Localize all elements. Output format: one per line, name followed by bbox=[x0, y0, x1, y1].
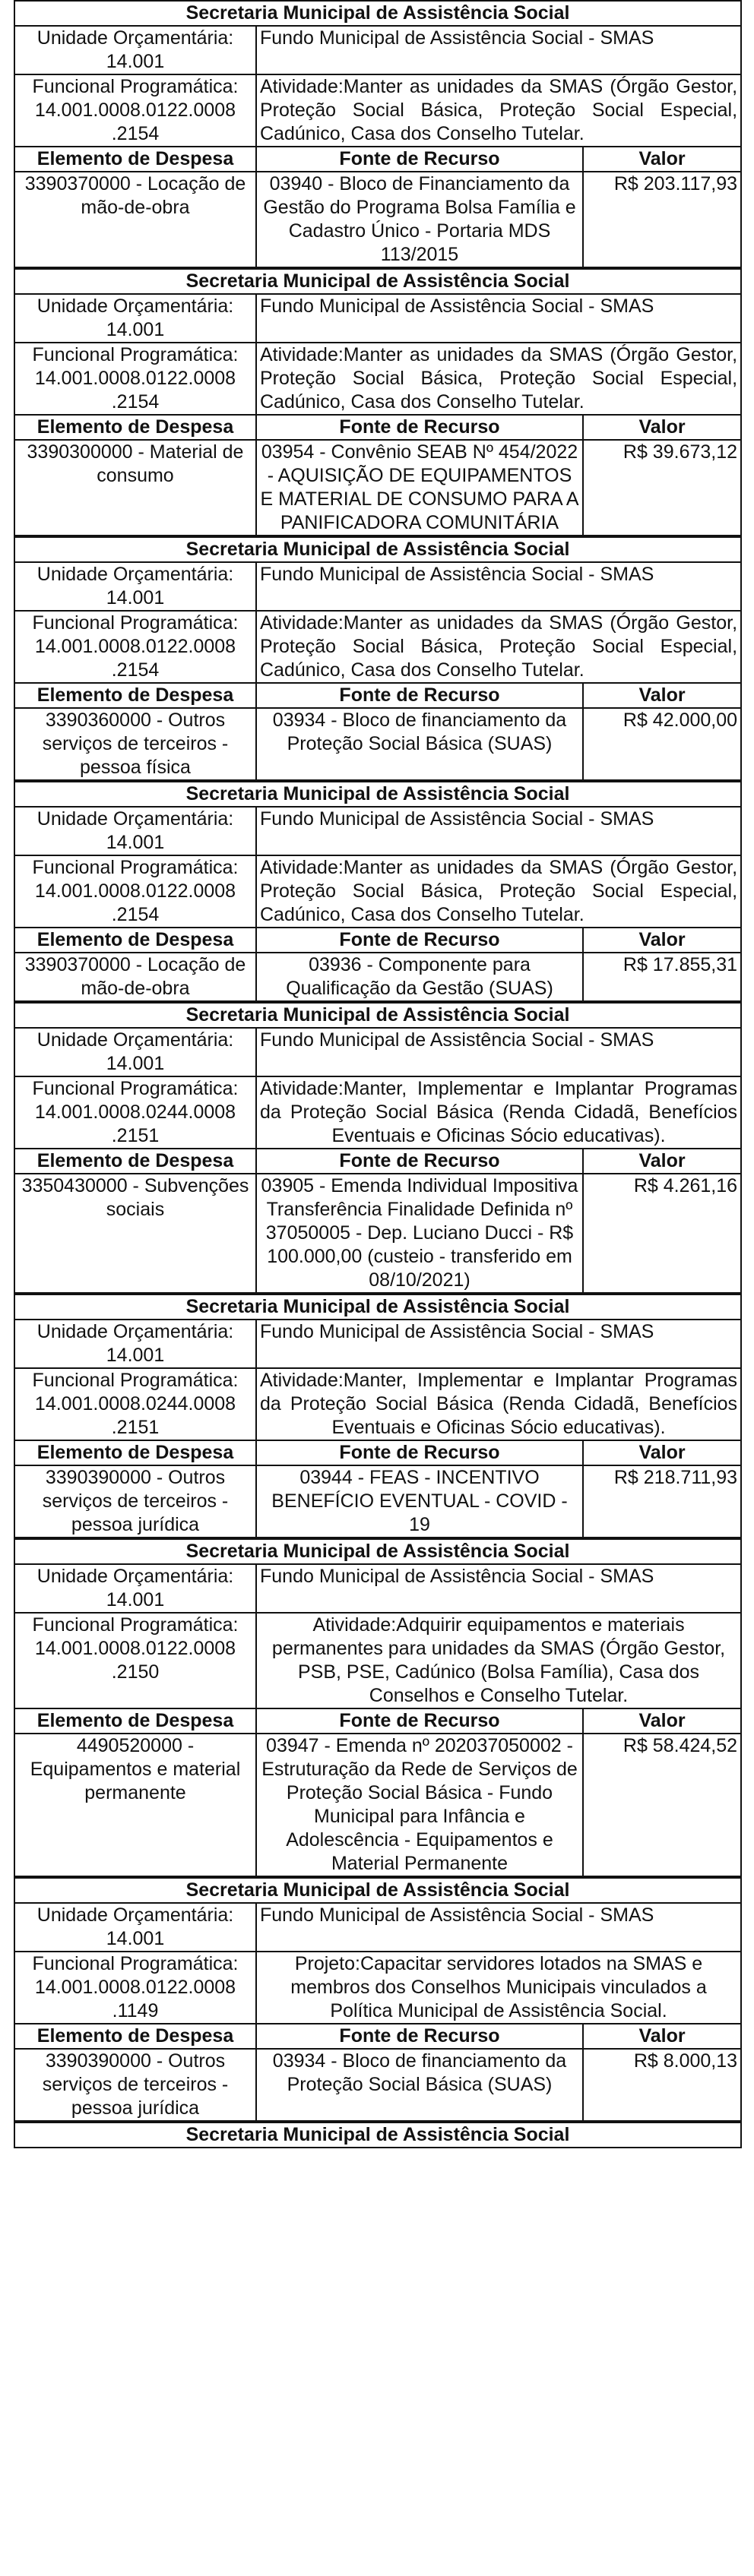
elemento-value: 3390360000 - Outros serviços de terceiros - pessoa física bbox=[14, 708, 256, 780]
header-elemento: Elemento de Despesa bbox=[14, 147, 256, 172]
funcional-label: Funcional Programática: 14.001.0008.0122.0008 .2154 bbox=[14, 855, 256, 928]
unidade-value: Fundo Municipal de Assistência Social - SMAS bbox=[256, 294, 741, 343]
header-fonte: Fonte de Recurso bbox=[256, 1708, 583, 1734]
funcional-value: Atividade:Manter as unidades da SMAS (Órgão Gestor, Proteção Social Básica, Proteção Social Especial, Cadúnico, Casa dos Conselho Tutelar. bbox=[256, 611, 741, 683]
unidade-label: Unidade Orçamentária: 14.001 bbox=[14, 294, 256, 343]
unidade-label: Unidade Orçamentária: 14.001 bbox=[14, 1903, 256, 1952]
unidade-value: Fundo Municipal de Assistência Social - SMAS bbox=[256, 1320, 741, 1368]
elemento-value: 3390370000 - Locação de mão-de-obra bbox=[14, 953, 256, 1001]
valor-value: R$ 42.000,00 bbox=[583, 708, 741, 780]
budget-block-trailing bbox=[14, 2122, 742, 2148]
fonte-value: 03934 - Bloco de financiamento da Proteção Social Básica (SUAS) bbox=[256, 708, 583, 780]
budget-block bbox=[14, 1002, 742, 1294]
header-valor: Valor bbox=[583, 415, 741, 440]
funcional-label: Funcional Programática: 14.001.0008.0122.0008 .2154 bbox=[14, 343, 256, 415]
secretaria-title: Secretaria Municipal de Assistência Social bbox=[14, 269, 741, 294]
header-elemento: Elemento de Despesa bbox=[14, 1149, 256, 1174]
funcional-value: Atividade:Manter as unidades da SMAS (Órgão Gestor, Proteção Social Básica, Proteção Social Especial, Cadúnico, Casa dos Conselho Tutelar. bbox=[256, 343, 741, 415]
header-valor: Valor bbox=[583, 1149, 741, 1174]
unidade-value: Fundo Municipal de Assistência Social - SMAS bbox=[256, 807, 741, 855]
header-valor: Valor bbox=[583, 928, 741, 953]
budget-block bbox=[14, 0, 742, 268]
secretaria-title: Secretaria Municipal de Assistência Social bbox=[14, 537, 741, 562]
funcional-label: Funcional Programática: 14.001.0008.0122.0008 .2150 bbox=[14, 1613, 256, 1708]
valor-value: R$ 8.000,13 bbox=[583, 2049, 741, 2121]
funcional-label: Funcional Programática: 14.001.0008.0244.0008 .2151 bbox=[14, 1368, 256, 1440]
elemento-value: 3390370000 - Locação de mão-de-obra bbox=[14, 172, 256, 267]
elemento-value: 4490520000 - Equipamentos e material permanente bbox=[14, 1734, 256, 1876]
funcional-value: Atividade:Manter as unidades da SMAS (Órgão Gestor, Proteção Social Básica, Proteção Social Especial, Cadúnico, Casa dos Conselho Tutelar. bbox=[256, 74, 741, 147]
header-valor: Valor bbox=[583, 683, 741, 708]
fonte-value: 03944 - FEAS - INCENTIVO BENEFÍCIO EVENTUAL - COVID - 19 bbox=[256, 1465, 583, 1538]
elemento-value: 3390390000 - Outros serviços de terceiros - pessoa jurídica bbox=[14, 1465, 256, 1538]
unidade-value: Fundo Municipal de Assistência Social - SMAS bbox=[256, 1564, 741, 1613]
funcional-value: Atividade:Manter, Implementar e Implantar Programas da Proteção Social Básica (Renda Cidadã, Benefícios Eventuais e Oficinas Sócio educativas). bbox=[256, 1368, 741, 1440]
document bbox=[14, 0, 740, 2148]
funcional-value: Atividade:Manter, Implementar e Implantar Programas da Proteção Social Básica (Renda Cidadã, Benefícios Eventuais e Oficinas Sócio educativas). bbox=[256, 1076, 741, 1149]
header-elemento: Elemento de Despesa bbox=[14, 928, 256, 953]
fonte-value: 03947 - Emenda nº 202037050002 - Estruturação da Rede de Serviços de Proteção Social Básica - Fundo Municipal para Infância e Adolescência - Equipamentos e Material Permanente bbox=[256, 1734, 583, 1876]
header-valor: Valor bbox=[583, 2024, 741, 2049]
fonte-value: 03934 - Bloco de financiamento da Proteção Social Básica (SUAS) bbox=[256, 2049, 583, 2121]
header-valor: Valor bbox=[583, 1440, 741, 1465]
budget-block bbox=[14, 536, 742, 781]
fonte-value: 03936 - Componente para Qualificação da Gestão (SUAS) bbox=[256, 953, 583, 1001]
funcional-label: Funcional Programática: 14.001.0008.0244.0008 .2151 bbox=[14, 1076, 256, 1149]
secretaria-title: Secretaria Municipal de Assistência Social bbox=[14, 1294, 741, 1320]
header-elemento: Elemento de Despesa bbox=[14, 2024, 256, 2049]
funcional-value: Projeto:Capacitar servidores lotados na SMAS e membros dos Conselhos Municipais vinculados a Política Municipal de Assistência Social. bbox=[256, 1952, 741, 2024]
header-fonte: Fonte de Recurso bbox=[256, 1149, 583, 1174]
unidade-label: Unidade Orçamentária: 14.001 bbox=[14, 26, 256, 74]
unidade-value: Fundo Municipal de Assistência Social - SMAS bbox=[256, 1903, 741, 1952]
unidade-value: Fundo Municipal de Assistência Social - SMAS bbox=[256, 1028, 741, 1076]
funcional-value: Atividade:Manter as unidades da SMAS (Órgão Gestor, Proteção Social Básica, Proteção Social Especial, Cadúnico, Casa dos Conselho Tutelar. bbox=[256, 855, 741, 928]
header-elemento: Elemento de Despesa bbox=[14, 415, 256, 440]
header-fonte: Fonte de Recurso bbox=[256, 1440, 583, 1465]
budget-block bbox=[14, 1877, 742, 2122]
valor-value: R$ 39.673,12 bbox=[583, 440, 741, 536]
header-valor: Valor bbox=[583, 1708, 741, 1734]
fonte-value: 03940 - Bloco de Financiamento da Gestão do Programa Bolsa Família e Cadastro Único - Portaria MDS 113/2015 bbox=[256, 172, 583, 267]
secretaria-title: Secretaria Municipal de Assistência Social bbox=[14, 1003, 741, 1028]
header-fonte: Fonte de Recurso bbox=[256, 147, 583, 172]
header-valor: Valor bbox=[583, 147, 741, 172]
fonte-value: 03905 - Emenda Individual Impositiva Transferência Finalidade Definida nº 37050005 - Dep. Luciano Ducci - R$ 100.000,00 (custeio - transferido em 08/10/2021) bbox=[256, 1174, 583, 1293]
secretaria-title: Secretaria Municipal de Assistência Social bbox=[14, 782, 741, 807]
header-fonte: Fonte de Recurso bbox=[256, 2024, 583, 2049]
header-fonte: Fonte de Recurso bbox=[256, 415, 583, 440]
valor-value: R$ 218.711,93 bbox=[583, 1465, 741, 1538]
secretaria-title: Secretaria Municipal de Assistência Social bbox=[14, 1539, 741, 1564]
unidade-label: Unidade Orçamentária: 14.001 bbox=[14, 1320, 256, 1368]
header-elemento: Elemento de Despesa bbox=[14, 1440, 256, 1465]
unidade-label: Unidade Orçamentária: 14.001 bbox=[14, 1028, 256, 1076]
elemento-value: 3390300000 - Material de consumo bbox=[14, 440, 256, 536]
funcional-label: Funcional Programática: 14.001.0008.0122.0008 .2154 bbox=[14, 74, 256, 147]
fonte-value: 03954 - Convênio SEAB Nº 454/2022 - AQUISIÇÃO DE EQUIPAMENTOS E MATERIAL DE CONSUMO PARA A PANIFICADORA COMUNITÁRIA bbox=[256, 440, 583, 536]
valor-value: R$ 203.117,93 bbox=[583, 172, 741, 267]
secretaria-title: Secretaria Municipal de Assistência Social bbox=[14, 1878, 741, 1903]
unidade-label: Unidade Orçamentária: 14.001 bbox=[14, 562, 256, 611]
funcional-value: Atividade:Adquirir equipamentos e materiais permanentes para unidades da SMAS (Órgão Gestor, PSB, PSE, Cadúnico (Bolsa Família), Casa dos Conselhos e Conselho Tutelar. bbox=[256, 1613, 741, 1708]
header-fonte: Fonte de Recurso bbox=[256, 683, 583, 708]
elemento-value: 3350430000 - Subvenções sociais bbox=[14, 1174, 256, 1293]
secretaria-title: Secretaria Municipal de Assistência Social bbox=[14, 2122, 741, 2148]
elemento-value: 3390390000 - Outros serviços de terceiros - pessoa jurídica bbox=[14, 2049, 256, 2121]
budget-block bbox=[14, 1294, 742, 1538]
valor-value: R$ 58.424,52 bbox=[583, 1734, 741, 1876]
budget-block bbox=[14, 781, 742, 1002]
header-fonte: Fonte de Recurso bbox=[256, 928, 583, 953]
header-elemento: Elemento de Despesa bbox=[14, 1708, 256, 1734]
valor-value: R$ 17.855,31 bbox=[583, 953, 741, 1001]
unidade-label: Unidade Orçamentária: 14.001 bbox=[14, 1564, 256, 1613]
budget-block bbox=[14, 1538, 742, 1877]
unidade-value: Fundo Municipal de Assistência Social - SMAS bbox=[256, 26, 741, 74]
secretaria-title: Secretaria Municipal de Assistência Social bbox=[14, 1, 741, 26]
unidade-label: Unidade Orçamentária: 14.001 bbox=[14, 807, 256, 855]
funcional-label: Funcional Programática: 14.001.0008.0122.0008 .2154 bbox=[14, 611, 256, 683]
unidade-value: Fundo Municipal de Assistência Social - SMAS bbox=[256, 562, 741, 611]
valor-value: R$ 4.261,16 bbox=[583, 1174, 741, 1293]
header-elemento: Elemento de Despesa bbox=[14, 683, 256, 708]
funcional-label: Funcional Programática: 14.001.0008.0122.0008 .1149 bbox=[14, 1952, 256, 2024]
budget-block bbox=[14, 268, 742, 536]
